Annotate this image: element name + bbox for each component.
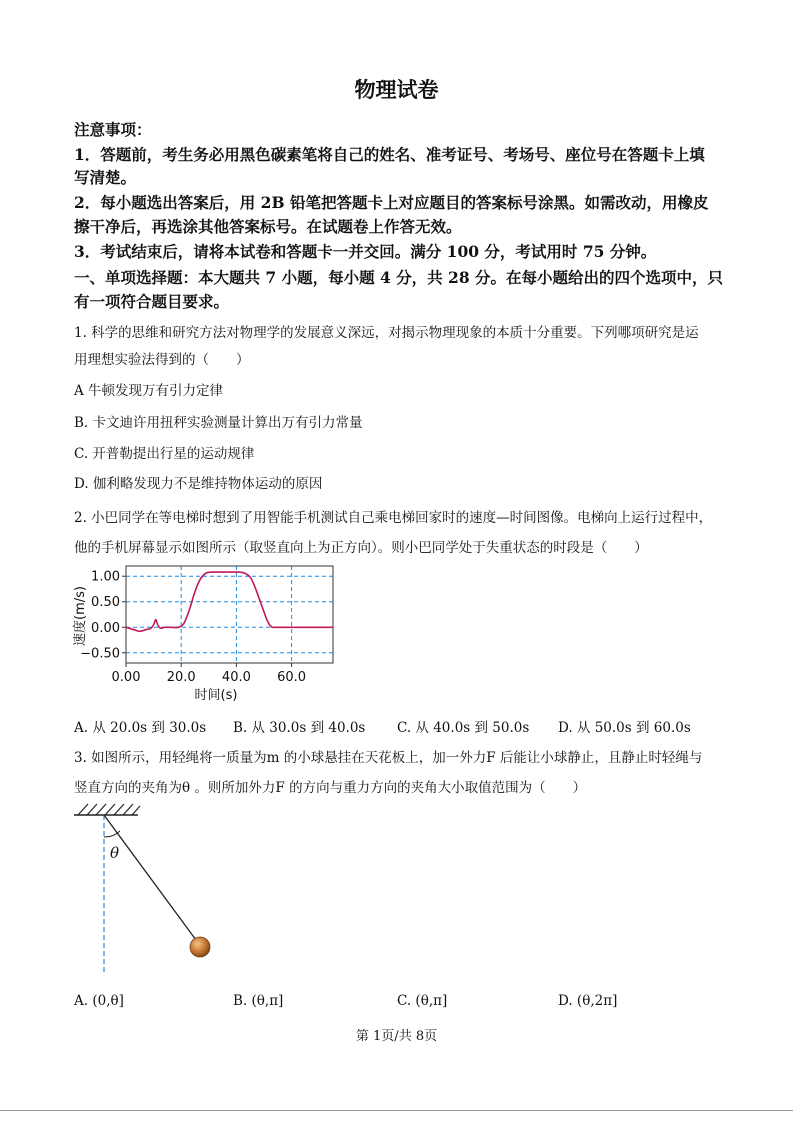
q2-option-a: A. 从 20.0s 到 30.0s (74, 720, 207, 736)
page-title: 物理试卷 (354, 77, 439, 102)
chart-x-axis-label: 时间(s) (194, 688, 238, 703)
note-3: 3．考试结束后，请将本试卷和答题卡一并交回。满分 100 分，考试用时 75 分钟。 (74, 242, 657, 261)
pendulum-figure (70, 800, 230, 975)
x-tick-label-3: 60.0 (277, 670, 307, 685)
q1-stem-b: 用理想实验法得到的（ ） (74, 352, 250, 368)
q2-option-d: D. 从 50.0s 到 60.0s (558, 720, 691, 736)
q1-option-d: D. 伽利略发现力不是维持物体运动的原因 (74, 476, 323, 492)
chart-grid (126, 566, 333, 663)
q1-option-c: C. 开普勒提出行星的运动规律 (74, 446, 255, 462)
q3-option-b: B. (θ,π] (233, 993, 284, 1009)
q1-stem-a: 1. 科学的思维和研究方法对物理学的发展意义深远，对揭示物理现象的本质十分重要。下列哪项研究是运 (74, 325, 699, 341)
q3-option-d: D. (θ,2π] (558, 993, 618, 1009)
ceiling-hatching (78, 804, 140, 815)
q2-stem-b: 他的手机屏幕显示如图所示（取竖直向上为正方向）。则小巴同学处于失重状态的时段是（ ） (74, 540, 648, 556)
q3-stem-a: 3. 如图所示，用轻绳将一质量为m 的小球悬挂在天花板上，加一外力F 后能让小球静止，且静止时轻绳与 (74, 750, 703, 766)
q3-option-c: C. (θ,π] (397, 993, 448, 1009)
chart-y-axis-label: 速度(m/s) (73, 586, 88, 646)
page-footer: 第 1页/共 8页 (355, 1029, 438, 1044)
y-tick-label-1: 0.50 (91, 595, 120, 611)
y-tick-label-0: 1.00 (91, 569, 120, 585)
section-1-heading-b: 有一项符合题目要求。 (74, 292, 230, 311)
notes-heading: 注意事项： (74, 120, 152, 139)
q2-option-b: B. 从 30.0s 到 40.0s (233, 720, 366, 736)
velocity-time-chart (70, 560, 345, 705)
q1-option-a: A 牛顿发现万有引力定律 (74, 383, 224, 399)
note-1b: 写清楚。 (74, 168, 137, 187)
q2-stem-a: 2. 小巴同学在等电梯时想到了用智能手机测试自己乘电梯回家时的速度—时间图像。电梯向上运行过程中， (74, 510, 713, 526)
q1-option-b: B. 卡文迪许用扭秤实验测量计算出万有引力常量 (74, 415, 363, 431)
x-tick-label-1: 20.0 (166, 670, 196, 685)
note-2b: 擦干净后，再选涂其他答案标号。在试题卷上作答无效。 (74, 217, 462, 236)
q3-option-a: A. (0,θ] (74, 993, 124, 1009)
theta-label: θ (110, 844, 120, 862)
string-line (104, 815, 196, 940)
y-tick-label-2: 0.00 (91, 620, 120, 636)
q2-option-c: C. 从 40.0s 到 50.0s (397, 720, 530, 736)
q3-stem-b: 竖直方向的夹角为θ 。则所加外力F 的方向与重力方向的夹角大小取值范围为（ ） (74, 780, 587, 796)
chart-x-ticks (112, 663, 307, 685)
chart-plot-frame (126, 566, 333, 663)
page-bottom-rule (0, 1110, 793, 1111)
ball (190, 937, 210, 957)
note-2a: 2．每小题选出答案后，用 2B 铅笔把答题卡上对应题目的答案标号涂黑。如需改动，用橡皮 (74, 193, 709, 212)
y-tick-label-3: −0.50 (80, 646, 120, 662)
x-tick-label-2: 40.0 (221, 670, 251, 685)
x-tick-label-0: 0.00 (111, 670, 141, 685)
note-1a: 1．答题前，考生务必用黑色碳素笔将自己的姓名、准考证号、考场号、座位号在答题卡上填 (74, 145, 705, 164)
section-1-heading-a: 一、单项选择题：本大题共 7 小题，每小题 4 分，共 28 分。在每小题给出的四个选项中，只 (74, 268, 724, 287)
